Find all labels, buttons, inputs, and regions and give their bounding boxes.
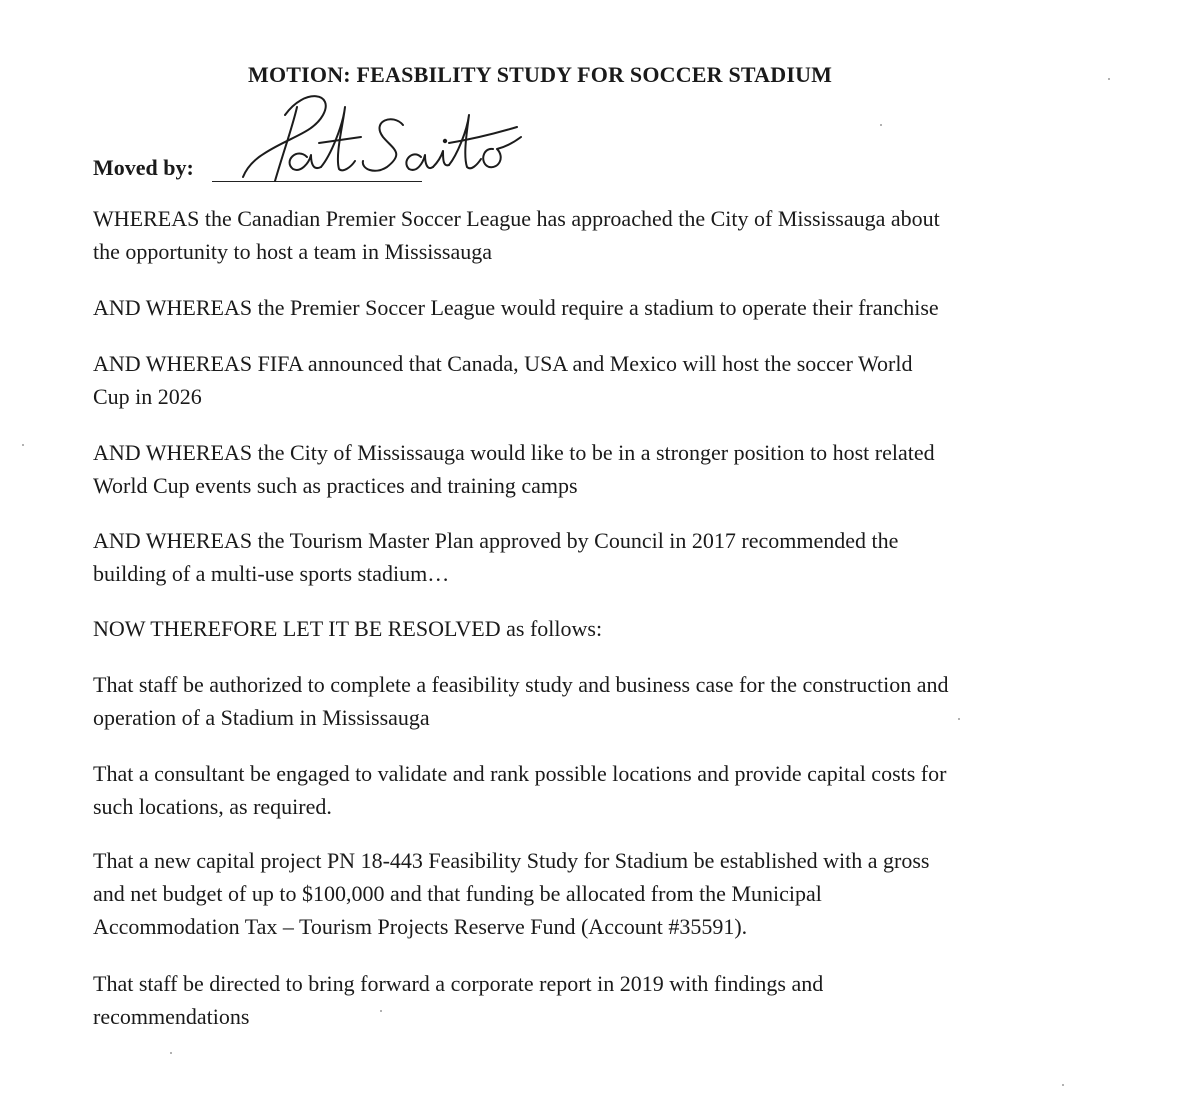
whereas-paragraph-2 [93,291,1153,324]
motion-title: MOTION: FEASBILITY STUDY FOR SOCCER STADIUM [248,62,833,87]
scan-speck [1108,78,1110,80]
scan-speck [958,718,960,720]
whereas-paragraph-5 [93,524,1153,590]
resolution-paragraph-1 [93,668,1153,734]
paragraph-line: NOW THEREFORE LET IT BE RESOLVED as follows: [93,616,603,641]
scan-speck [22,444,24,446]
paragraph-line: World Cup events such as practices and training camps [93,473,578,498]
resolution-paragraph-3 [93,844,1153,943]
paragraph-line: That staff be directed to bring forward a corporate report in 2019 with findings and [93,971,824,996]
scan-speck [1062,1084,1064,1086]
paragraph-line: the opportunity to host a team in Mississauga [93,239,493,264]
whereas-paragraph-1 [93,202,1153,268]
paragraph-line: recommendations [93,1004,250,1029]
resolved-heading [93,612,1153,645]
handwritten-signature [235,85,545,195]
paragraph-line: AND WHEREAS FIFA announced that Canada, USA and Mexico will host the soccer World [93,351,913,376]
whereas-paragraph-4 [93,436,1153,502]
whereas-paragraph-3 [93,347,1153,413]
paragraph-line: AND WHEREAS the Tourism Master Plan approved by Council in 2017 recommended the [93,528,899,553]
scan-speck [380,1010,382,1012]
resolution-paragraph-2 [93,757,1153,823]
resolution-paragraph-4 [93,967,1153,1033]
moved-by-label: Moved by: [93,155,194,180]
scan-speck [880,124,882,126]
paragraph-line: WHEREAS the Canadian Premier Soccer League has approached the City of Mississauga about [93,206,940,231]
paragraph-line: That staff be authorized to complete a feasibility study and business case for the construction and [93,672,949,697]
paragraph-line: AND WHEREAS the Premier Soccer League would require a stadium to operate their franchise [93,295,939,320]
paragraph-line: building of a multi-use sports stadium… [93,561,450,586]
paragraph-line: Accommodation Tax – Tourism Projects Reserve Fund (Account #35591). [93,914,748,939]
paragraph-line: Cup in 2026 [93,384,202,409]
paragraph-line: such locations, as required. [93,794,332,819]
paragraph-line: and net budget of up to $100,000 and that funding be allocated from the Municipal [93,881,822,906]
paragraph-line: operation of a Stadium in Mississauga [93,705,430,730]
paragraph-line: That a consultant be engaged to validate and rank possible locations and provide capital costs for [93,761,947,786]
paragraph-line: AND WHEREAS the City of Mississauga would like to be in a stronger position to host related [93,440,935,465]
paragraph-line: That a new capital project PN 18-443 Feasibility Study for Stadium be established with a gross [93,848,930,873]
scan-speck [170,1052,172,1054]
